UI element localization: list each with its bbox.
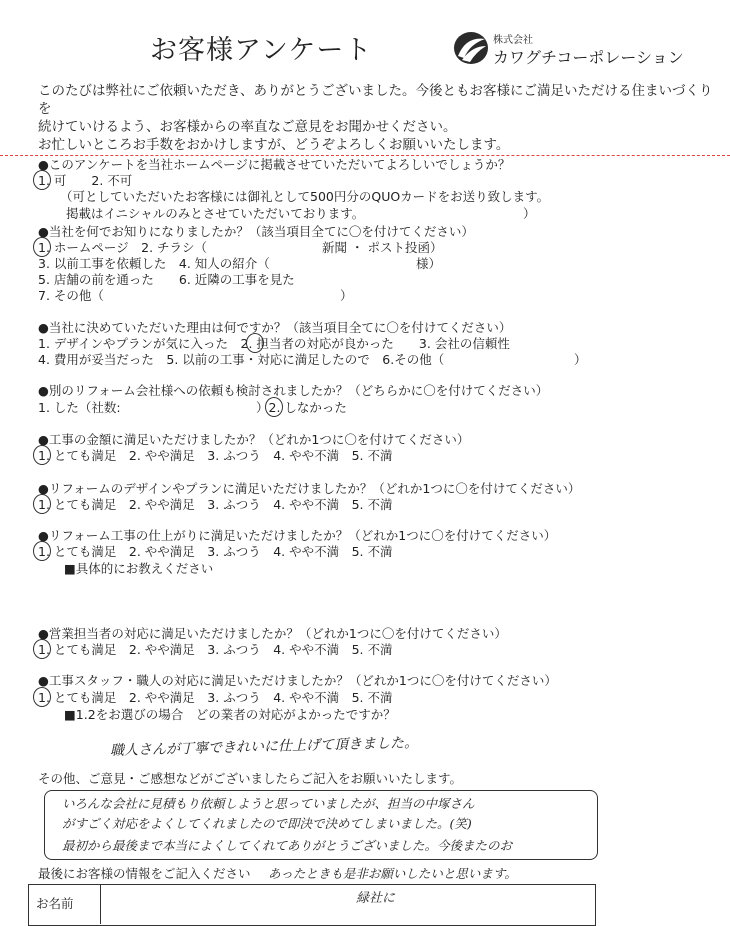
other-company-option: 1. した（社数: xyxy=(38,400,121,415)
rating-scale: 1. とても満足 2. やや満足 3. ふつう 4. やや不満 5. 不満 xyxy=(38,544,393,559)
answer-circle xyxy=(33,541,51,561)
rating-scale: 1. とても満足 2. やや満足 3. ふつう 4. やや不満 5. 不満 xyxy=(38,497,393,512)
handwritten-comment: いろんな会社に見積もり依頼しようと思っていましたが、担当の中塚さん xyxy=(62,796,475,811)
answer-circle xyxy=(265,397,283,417)
name-box xyxy=(28,884,596,926)
question-reason: ●当社に決めていただいた理由は何ですか？（該当項目全てに〇を付けてください） xyxy=(38,320,512,335)
company-logo-icon xyxy=(452,30,490,66)
name-divider xyxy=(100,884,101,924)
source-line: 5. 店舗の前を通った 6. 近隣の工事を見た xyxy=(38,272,295,287)
question-finish: ●リフォーム工事の仕上がりに満足いただけましたか？（どれか1つに〇を付けてください） xyxy=(38,528,557,543)
bracket: ） xyxy=(523,206,536,221)
customer-info-prompt: 最後にお客様の情報をご記入ください xyxy=(38,866,251,881)
intro-text xyxy=(38,82,718,154)
publish-note: （可としていただいたお客様には御礼として500円分のQUOカードをお送り致します。 xyxy=(60,189,550,204)
other-company-option: ）2. しなかった xyxy=(256,400,347,415)
rating-scale: 1. とても満足 2. やや満足 3. ふつう 4. やや不満 5. 不満 xyxy=(38,642,393,657)
publish-options: 1. 可 2. 不可 xyxy=(38,173,133,188)
source-line: 1. ホームページ 2. チラシ（ xyxy=(38,240,208,255)
answer-circle xyxy=(33,170,51,190)
handwritten-answer: 職人さんが丁寧できれいに仕上げて頂きました。 xyxy=(109,734,419,760)
source-line-extra: 様） xyxy=(416,256,442,271)
comments-prompt: その他、ご意見・ご感想などがございましたらご記入をお願いいたします。 xyxy=(38,771,463,786)
rating-scale: 1. とても満足 2. やや満足 3. ふつう 4. やや不満 5. 不満 xyxy=(38,690,393,705)
intro-line: お忙しいところお手数をおかけしますが、どうぞよろしくお願いいたします。 xyxy=(38,137,510,153)
answer-circle xyxy=(33,445,51,465)
answer-circle xyxy=(33,639,51,659)
publish-note: 掲載はイニシャルのみとさせていただいております。 xyxy=(66,206,365,221)
answer-circle xyxy=(246,333,264,353)
reason-line: 4. 費用が妥当だった 5. 以前の工事・対応に満足したので 6.その他（ xyxy=(38,352,445,367)
intro-line: 続けていけるよう、お客様からの率直なご意見をお聞かせください。 xyxy=(38,119,457,135)
answer-circle xyxy=(33,237,51,257)
detail-prompt: ■具体的にお教えください xyxy=(64,561,214,576)
question-price: ●工事の金額に満足いただけましたか？（どれか1つに〇を付けてください） xyxy=(38,432,470,447)
company-name: カワグチコーポレーション xyxy=(493,48,684,67)
question-source: ●当社を何でお知りになりましたか？（該当項目全てに〇を付けてください） xyxy=(38,224,474,239)
intro-line: このたびは弊社にご依頼いただき、ありがとうございました。今後ともお客様にご満足いただける住まいづくりを xyxy=(38,83,713,117)
page-title: お客様アンケート xyxy=(150,35,373,66)
source-line: 3. 以前工事を依頼した 4. 知人の紹介（ xyxy=(38,256,270,271)
question-staff: ●工事スタッフ・職人の対応に満足いただけましたか？（どれか1つに〇を付けてください） xyxy=(38,673,557,688)
handwritten-comment: あったときも是非お願いしたいと思います。 xyxy=(268,866,517,881)
company-type: 株式会社 xyxy=(493,35,533,46)
question-publish: ●このアンケートを当社ホームページに掲載させていただいてよろしいでしょうか？ xyxy=(38,157,511,172)
question-sales: ●営業担当者の対応に満足いただけましたか？（どれか1つに〇を付けてください） xyxy=(38,626,507,641)
answer-circle xyxy=(33,687,51,707)
reason-line: 1. デザインやプランが気に入った 2. 担当者の対応が良かった 3. 会社の信頼性 xyxy=(38,336,510,351)
question-design: ●リフォームのデザインやプランに満足いただけましたか？（どれか1つに〇を付けてください） xyxy=(38,481,581,496)
question-other-company: ●別のリフォーム会社様への依頼も検討されましたか？（どちらかに〇を付けてください） xyxy=(38,383,549,398)
name-value: 緑社に xyxy=(356,891,396,906)
source-line-extra: 新聞 ・ ポスト投函） xyxy=(322,240,443,255)
divider xyxy=(0,155,730,156)
name-label: お名前 xyxy=(36,896,74,911)
bracket: ） xyxy=(340,288,353,303)
rating-scale: 1. とても満足 2. やや満足 3. ふつう 4. やや不満 5. 不満 xyxy=(38,448,393,463)
bracket: ） xyxy=(574,352,587,367)
detail-prompt: ■1.2をお選びの場合 どの業者の対応がよかったですか？ xyxy=(64,707,396,722)
answer-circle xyxy=(33,494,51,514)
source-line: 7. その他（ xyxy=(38,288,104,303)
handwritten-comment: 最初から最後まで本当によくしてくれてありがとうございました。今後またのお xyxy=(62,838,513,853)
handwritten-comment: がすごく対応をよくしてくれましたので即決で決めてしまいました。(笑) xyxy=(62,816,472,831)
